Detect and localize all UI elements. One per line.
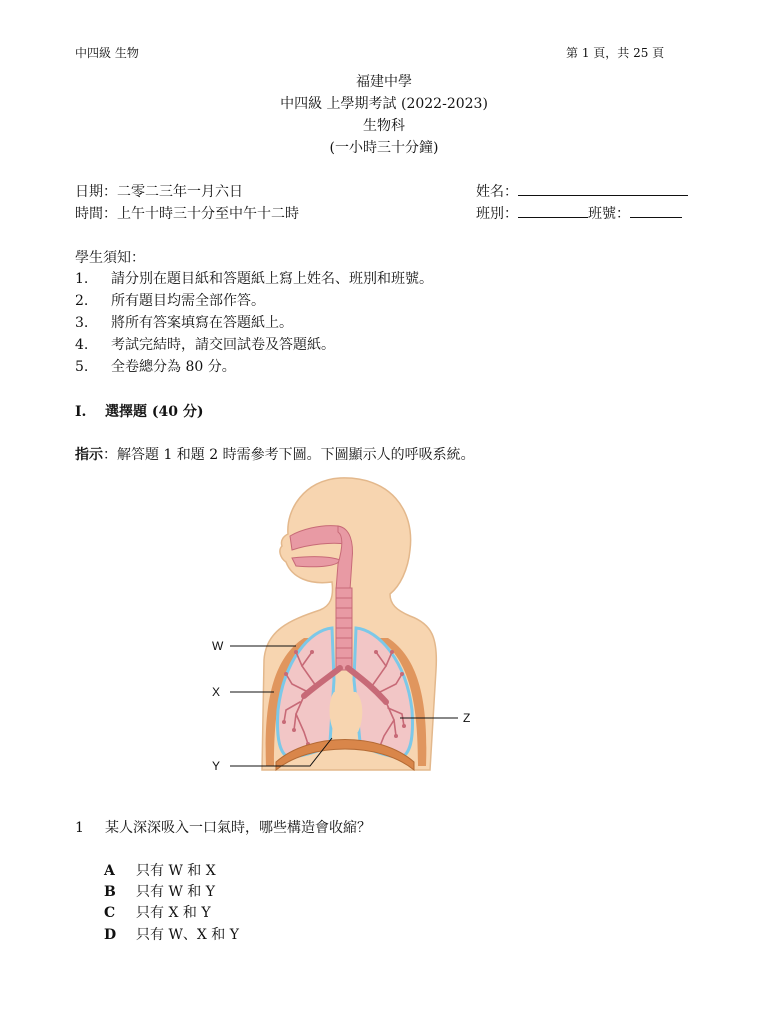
label-x: X: [212, 685, 221, 699]
instruction-text: 請分別在題目紙和答題紙上寫上姓名、班別和班號。: [111, 271, 433, 287]
oral-cavity: [292, 557, 340, 567]
number-label: 班號：: [588, 206, 630, 222]
instructions-heading: 學生須知：: [75, 250, 145, 266]
respiratory-system-diagram: [200, 470, 490, 780]
header-page-number: 第 1 頁，共 25 頁: [566, 46, 665, 60]
directive-text: ：解答題 1 和題 2 時需參考下圖。下圖顯示人的呼吸系統。: [103, 447, 475, 463]
heart-region: [330, 692, 363, 732]
name-field[interactable]: [476, 181, 688, 201]
question-number: 1: [75, 820, 84, 836]
section-heading: [75, 401, 203, 421]
option-letter: C: [104, 905, 116, 921]
exam-title: 中四級 上學期考試 (2022-2023): [280, 96, 488, 112]
instruction-text: 考試完結時，請交回試卷及答題紙。: [111, 337, 335, 353]
name-blank[interactable]: [518, 183, 688, 196]
instruction-text: 全卷總分為 80 分。: [111, 359, 236, 375]
section-title: 選擇題 (40 分): [105, 404, 204, 420]
instruction-number: 1.: [75, 271, 89, 287]
instruction-number: 5.: [75, 359, 89, 375]
option-text: 只有 W 和 X: [136, 863, 216, 879]
class-number-field[interactable]: [476, 203, 682, 223]
option-text: 只有 W 和 Y: [136, 884, 215, 900]
instruction-text: 將所有答案填寫在答題紙上。: [111, 315, 293, 331]
section-number: I.: [75, 404, 87, 420]
label-z: Z: [463, 711, 471, 725]
exam-date: 日期：二零二三年一月六日: [75, 184, 243, 200]
option-b[interactable]: [104, 881, 215, 901]
name-label: 姓名：: [476, 184, 518, 200]
instruction-item: [75, 356, 236, 376]
option-text: 只有 W、X 和 Y: [136, 927, 239, 943]
instruction-number: 3.: [75, 315, 89, 331]
instruction-number: 4.: [75, 337, 89, 353]
class-blank[interactable]: [518, 205, 588, 218]
instruction-item: [75, 290, 265, 310]
instruction-number: 2.: [75, 293, 89, 309]
class-label: 班別：: [476, 206, 518, 222]
option-letter: A: [104, 863, 115, 879]
directive: [75, 444, 475, 464]
header-course: 中四級 生物: [75, 46, 139, 60]
instruction-item: [75, 312, 293, 332]
instruction-item: [75, 334, 335, 354]
instruction-item: [75, 268, 433, 288]
instruction-text: 所有題目均需全部作答。: [111, 293, 265, 309]
question-1: [75, 817, 371, 837]
directive-label: 指示: [75, 447, 103, 463]
school-name: 福建中學: [356, 74, 412, 90]
option-letter: B: [104, 884, 116, 900]
exam-duration: (一小時三十分鐘): [329, 140, 439, 156]
number-blank[interactable]: [630, 205, 682, 218]
label-y: Y: [212, 759, 221, 773]
option-letter: D: [104, 927, 117, 943]
option-a[interactable]: [104, 860, 216, 880]
subject-title: 生物科: [363, 118, 405, 134]
option-text: 只有 X 和 Y: [136, 905, 211, 921]
option-c[interactable]: [104, 902, 211, 922]
label-w: W: [212, 639, 224, 653]
question-text: 某人深深吸入一口氣時，哪些構造會收縮？: [105, 820, 371, 836]
exam-time: 時間：上午十時三十分至中午十二時: [75, 206, 299, 222]
option-d[interactable]: [104, 924, 239, 944]
